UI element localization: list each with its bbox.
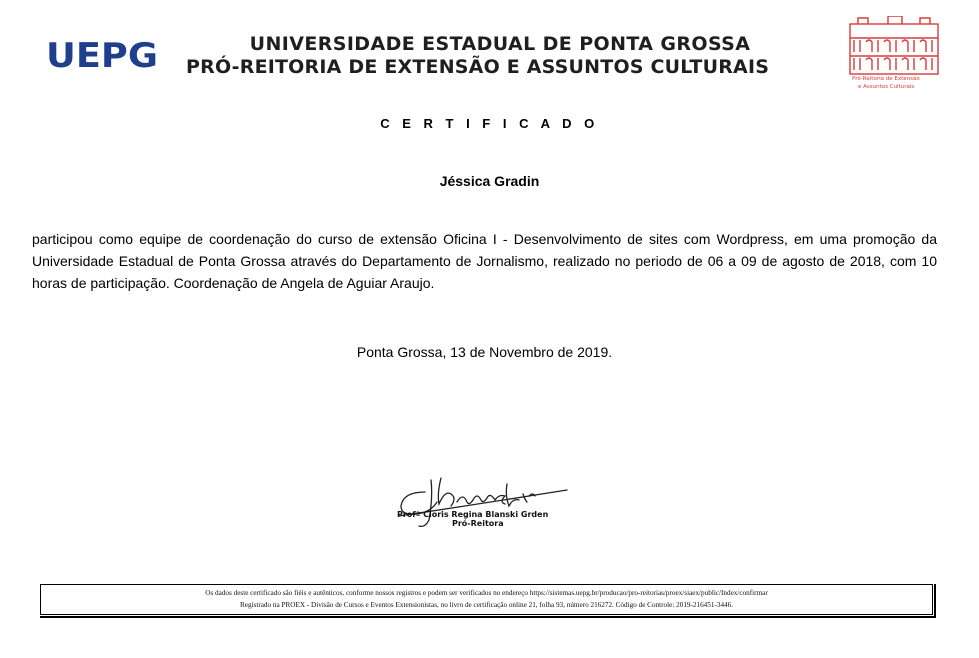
certificate-title: C E R T I F I C A D O <box>380 116 599 131</box>
footer-verification-line: Os dados deste certificado são fiéis e autênticos, conforme nossos registros e podem ser verificados no endereço https://sistemas.uepg.br/producao/pro-reitorias/proex/siaex/public/Index/confirmar <box>205 589 768 597</box>
place-and-date: Ponta Grossa, 13 de Novembro de 2019. <box>356 344 613 360</box>
uepg-logo <box>44 36 160 72</box>
uepg-logo-text: UEPG <box>46 36 158 72</box>
proex-logo-caption <box>852 75 920 91</box>
university-name: UNIVERSIDADE ESTADUAL DE PONTA GROSSA <box>249 33 751 55</box>
certificate-body: participou como equipe de coordenação do curso de extensão Oficina I - Desenvolvimento de sites com Wordpress, em uma promoção da Universidade Estadual de Ponta Grossa através do Departamento de Jornalismo, realizado no periodo de 06 a 09 de agosto de 2018, com 10 horas de participação. Coordenação de Angela de Aguiar Araujo. <box>32 231 937 291</box>
proex-caption-line2: e Assuntos Culturais <box>858 84 915 90</box>
signer-role: Pró-Reitora <box>452 519 504 528</box>
dean-office-name: PRÓ-REITORIA DE EXTENSÃO E ASSUNTOS CULTURAIS <box>186 56 770 78</box>
footer-registration-line: Registrado na PROEX - Divisão de Cursos e Eventos Extensionistas, no livro de certificação online 21, folha 93, número 216272. Código de Controle: 2019-216451-3446. <box>239 601 734 609</box>
verification-footer <box>40 584 933 615</box>
recipient-name: Jéssica Gradin <box>439 173 540 189</box>
signer-name: Profª Cloris Regina Blanski Grden <box>397 510 549 519</box>
proex-caption-line1: Pró-Reitoria de Extensão <box>852 76 920 82</box>
